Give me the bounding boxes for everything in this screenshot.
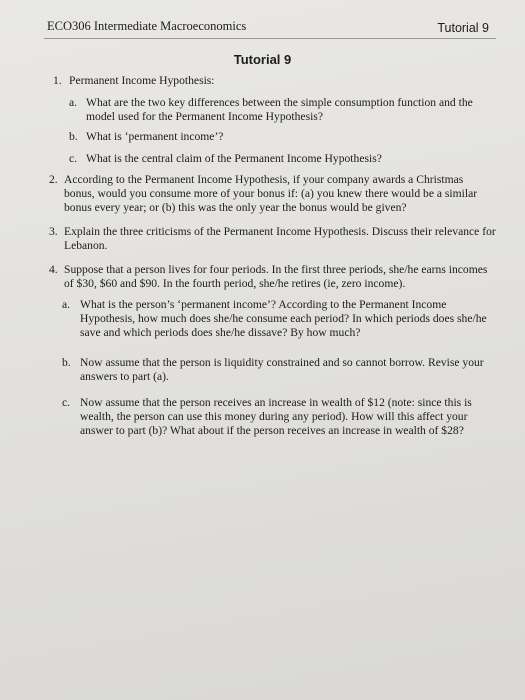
- part-letter: c.: [62, 396, 71, 409]
- question-text: Explain the three criticisms of the Permanent Income Hypothesis. Discuss their relevance for Lebanon.: [64, 225, 496, 252]
- question-text: According to the Permanent Income Hypothesis, if your company awards a Christmas bonus, would you consume more of your bonus if: (a) you knew there would be a similar bonus every year; or (b) this was the only year the bonus would be given?: [64, 173, 478, 214]
- part-letter: b.: [69, 130, 78, 143]
- part-letter: c.: [69, 152, 78, 165]
- part-letter: a.: [69, 96, 78, 109]
- part-letter: b.: [62, 356, 71, 369]
- page-title: Tutorial 9: [233, 52, 292, 67]
- question-text: Suppose that a person lives for four periods. In the first three periods, she/he earns incomes of $30, $60 and $90. In the fourth period, she/he retires (ie, zero income).: [64, 263, 488, 290]
- part-text: What is the person’s ‘permanent income’? According to the Permanent Income Hypothesis, how much does she/he consume each period? In which periods does she/he save and which periods does she/he dissave? By how much?: [80, 298, 487, 339]
- question-text: Permanent Income Hypothesis:: [69, 74, 215, 87]
- course-header: ECO306 Intermediate Macroeconomics: [47, 19, 247, 33]
- question-number: 3.: [49, 225, 58, 238]
- question-number: 1.: [53, 74, 62, 87]
- part-text: Now assume that the person receives an increase in wealth of $12 (note: since this is wealth, the person can use this money during any period). How will this affect your answer to part (b)? What about if the person receives an increase in wealth of $28?: [80, 396, 472, 437]
- part-text: Now assume that the person is liquidity constrained and so cannot borrow. Revise your answers to part (a).: [80, 356, 484, 383]
- question-number: 2.: [49, 173, 58, 186]
- part-text: What are the two key differences between the simple consumption function and the model used for the Permanent Income Hypothesis?: [86, 96, 473, 123]
- question-number: 4.: [49, 263, 58, 276]
- part-letter: a.: [62, 298, 71, 311]
- tutorial-label: Tutorial 9: [437, 21, 489, 35]
- header-rule: [44, 38, 496, 39]
- part-text: What is the central claim of the Permanent Income Hypothesis?: [86, 152, 382, 165]
- part-text: What is ‘permanent income’?: [86, 130, 224, 143]
